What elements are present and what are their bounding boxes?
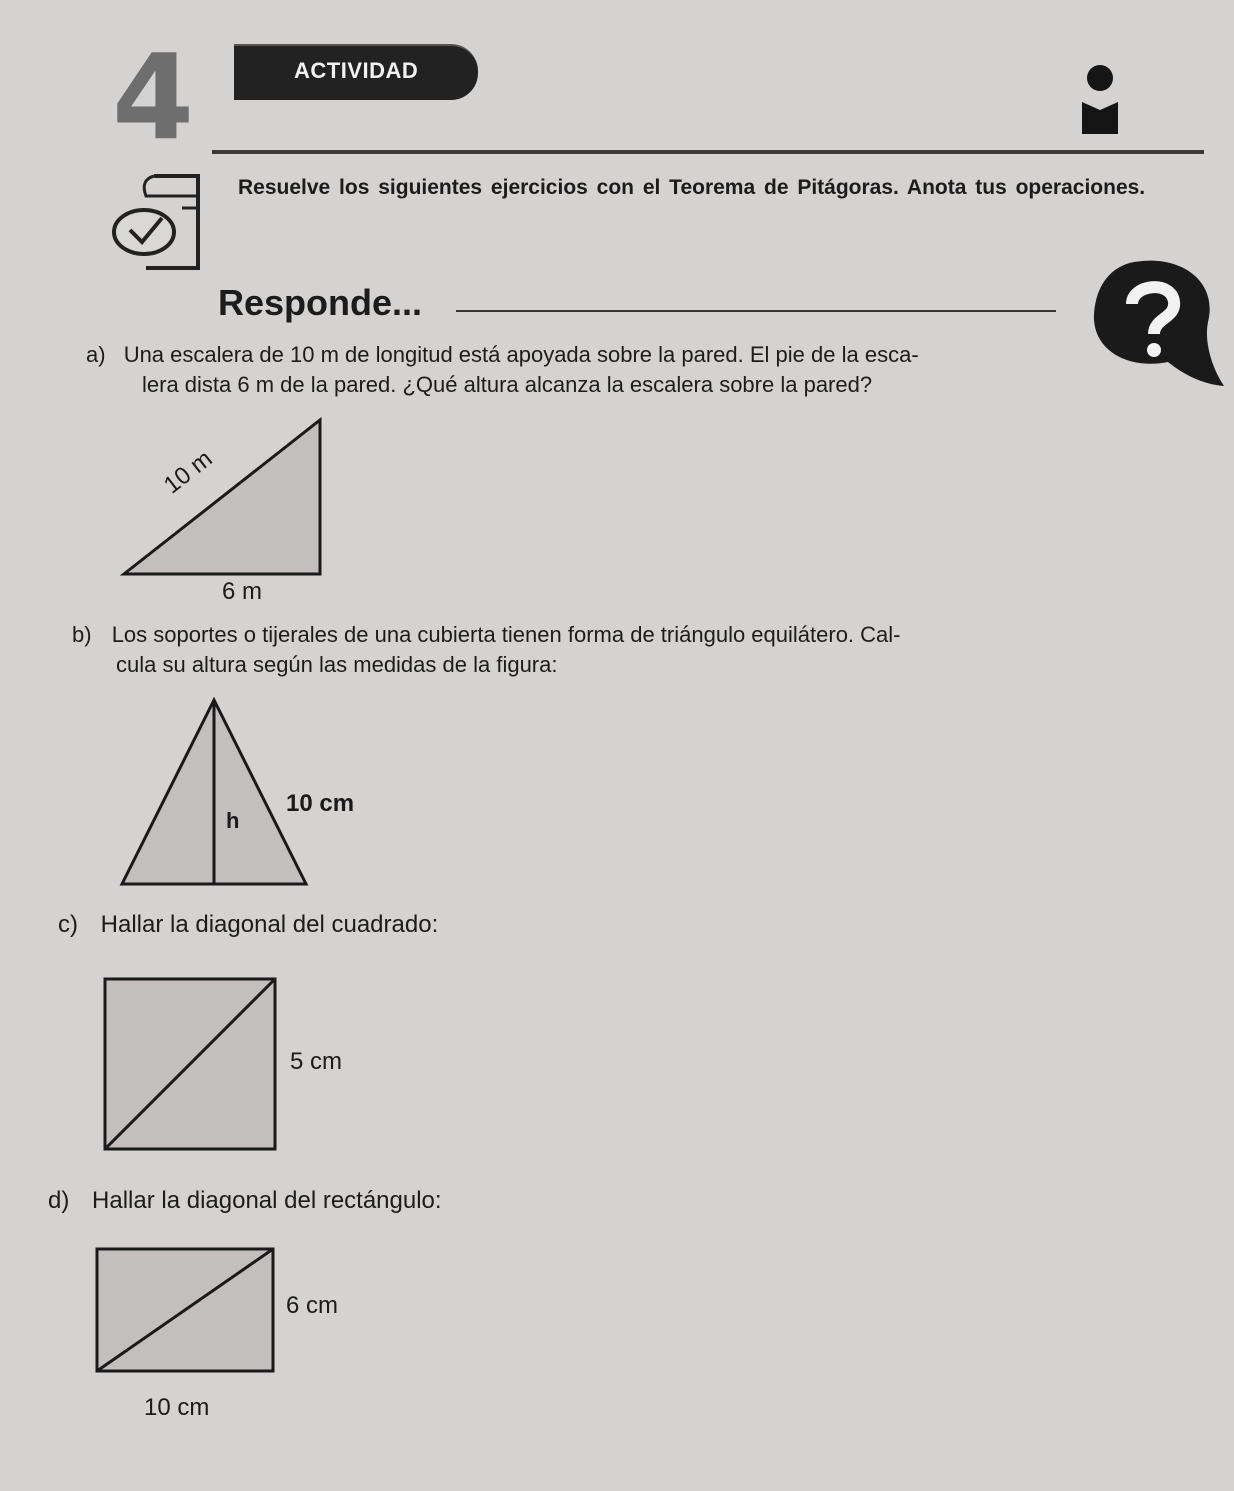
- responde-heading: Responde...: [218, 282, 423, 323]
- equilateral-triangle-figure: [118, 696, 314, 888]
- instruction-text: Resuelve los siguientes ejercicios con el Teorema de Pitágoras. Anota tus operaciones.: [238, 176, 1146, 199]
- header-rule: [212, 150, 1204, 154]
- question-c-text: Hallar la diagonal del cuadrado:: [100, 911, 439, 938]
- responde-underline: [456, 310, 1056, 312]
- question-b-letter: b): [72, 622, 92, 647]
- question-a-line2: lera dista 6 m de la pared. ¿Qué altura alcanza la escalera sobre la pared?: [142, 372, 873, 397]
- square-figure: [102, 976, 278, 1152]
- question-b-line1: Los soportes o tijerales de una cubierta tienen forma de triángulo equilátero. Cal-: [111, 622, 901, 647]
- question-a: [86, 340, 1086, 400]
- triangle-height-label: h: [226, 808, 240, 833]
- rectangle-width-label: 10 cm: [144, 1394, 210, 1421]
- question-a-line1: Una escalera de 10 m de longitud está apoyada sobre la pared. El pie de la esca-: [123, 342, 919, 367]
- rectangle-height-label: 6 cm: [286, 1292, 339, 1319]
- activity-number: 4: [112, 28, 195, 166]
- square-side-label: 5 cm: [290, 1048, 343, 1075]
- question-d: [48, 1186, 948, 1216]
- question-a-letter: a): [86, 342, 106, 367]
- question-c-letter: c): [58, 911, 78, 938]
- question-d-text: Hallar la diagonal del rectángulo:: [92, 1187, 442, 1214]
- rectangle-figure: [94, 1246, 276, 1374]
- question-mark-icon: [1086, 258, 1226, 392]
- triangle-side-label: 10 cm: [286, 790, 355, 817]
- checked-book-icon: [106, 168, 206, 276]
- question-c: [58, 910, 958, 940]
- ladder-base-label: 6 m: [222, 578, 263, 605]
- ladder-triangle-figure: [120, 414, 330, 580]
- person-icon: [1080, 64, 1130, 136]
- ladder-length-label: 10 m: [158, 445, 218, 500]
- activity-label: ACTIVIDAD: [294, 58, 419, 83]
- question-b-line2: cula su altura según las medidas de la figura:: [116, 652, 558, 677]
- question-b: [72, 620, 1092, 680]
- question-d-letter: d): [48, 1187, 70, 1214]
